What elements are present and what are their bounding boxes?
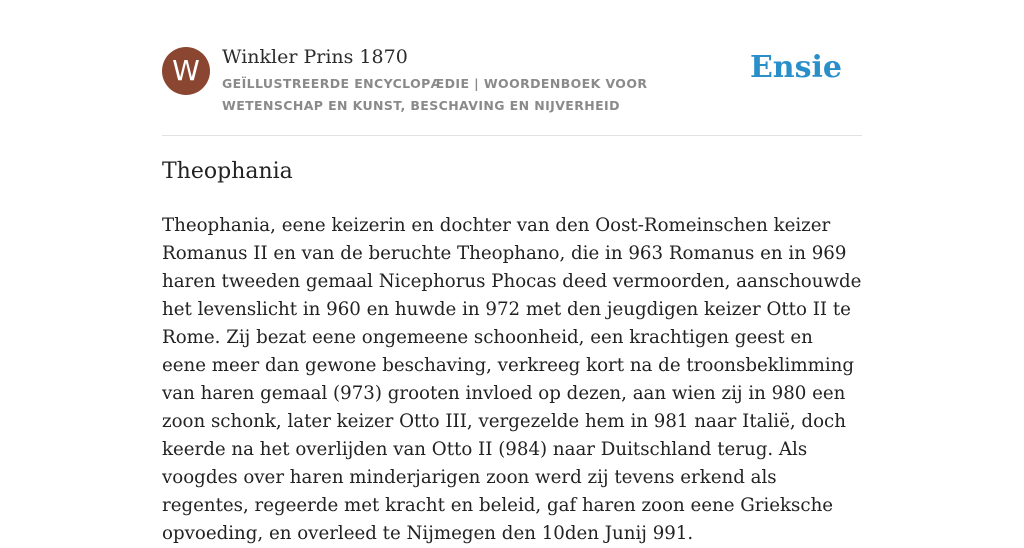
- article-title: Theophania: [162, 159, 293, 184]
- source-title[interactable]: Winkler Prins 1870: [222, 46, 408, 68]
- article-body: Theophania, eene keizerin en dochter van den Oost-Romeinschen keizer Romanus II en van de beruchte Theophano, die in 963 Romanus en in 969 haren tweeden gemaal Nicephorus Phocas deed vermoorden, aanschouwde het levenslicht in 960 en huwde in 972 met den jeugdigen keizer Otto II te Rome. Zij bezat eene ongemeene schoonheid, een krachtigen geest en eene meer dan gewone beschaving, verkreeg kort na de troonsbeklimming van haren gemaal (973) grooten invloed op dezen, aan wien zij in 980 een zoon schonk, later keizer Otto III, vergezelde hem in 981 naar Italië, doch keerde na het overlijden van Otto II (984) naar Duitschland terug. Als voogdes over haren minderjarigen zoon werd zij tevens erkend als regentes, regeerde met kracht en beleid, gaf haren zoon eene Grieksche opvoeding, en overleed te Nijmegen den 10den Junij 991.: [162, 215, 862, 544]
- source-subtitle: GEÏLLUSTREERDE ENCYCLOPÆDIE | WOORDENBOEK VOOR WETENSCHAP EN KUNST, BESCHAVING EN NIJVERHEID: [222, 76, 648, 113]
- source-header: [162, 45, 862, 136]
- ensie-logo[interactable]: Ensie: [749, 50, 842, 85]
- source-avatar[interactable]: W: [162, 47, 210, 95]
